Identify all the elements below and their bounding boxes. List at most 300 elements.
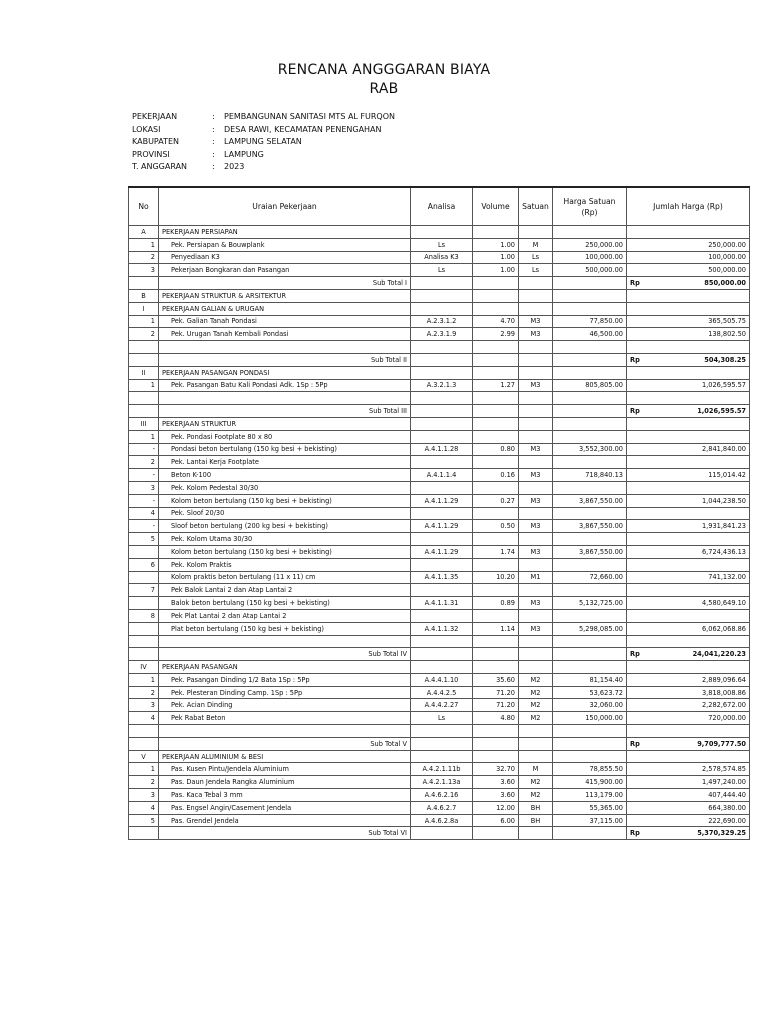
empty-cell [519,302,553,315]
item-analisa: A.4.4.2.5 [411,686,473,699]
subtotal-label: Sub Total I [159,277,411,290]
empty-cell [519,661,553,674]
row-number: 5 [129,814,159,827]
table-row [129,801,750,814]
item-harga-satuan: 3,867,550.00 [553,494,627,507]
rab-table [128,186,750,840]
item-jumlah-harga: 250,000.00 [627,238,750,251]
item-analisa [411,558,473,571]
item-volume [473,609,519,622]
empty-cell [411,737,473,750]
table-row [129,545,750,558]
item-description: Pas. Daun Jendela Rangka Aluminium [159,776,411,789]
row-number: III [129,417,159,430]
item-analisa: A.4.6.2.16 [411,789,473,802]
item-satuan: M3 [519,328,553,341]
document-title: RENCANA ANGGGARAN BIAYA [277,62,491,78]
item-satuan: M3 [519,443,553,456]
item-satuan: M2 [519,789,553,802]
item-harga-satuan [553,507,627,520]
currency-label: Rp [630,739,640,748]
blank-row [129,635,750,648]
section-row [129,289,750,302]
info-separator: : [212,124,215,134]
header-no: No [129,187,159,226]
empty-cell [473,661,519,674]
empty-cell [553,405,627,418]
row-number: 3 [129,264,159,277]
item-volume: 10.20 [473,571,519,584]
subtotal-amount [630,279,746,287]
table-row [129,494,750,507]
table-row [129,443,750,456]
item-analisa: A.4.1.1.31 [411,597,473,610]
item-satuan: M2 [519,686,553,699]
empty-cell [411,635,473,648]
row-number: - [129,443,159,456]
table-row [129,776,750,789]
empty-cell [411,366,473,379]
table-row [129,430,750,443]
empty-cell [553,661,627,674]
section-title: PEKERJAAN PASANGAN [159,661,411,674]
empty-cell [411,289,473,302]
item-description: Pek. Kolom Utama 30/30 [159,533,411,546]
item-harga-satuan: 718,840.13 [553,469,627,482]
empty-cell [519,417,553,430]
subtotal-amount [630,407,746,415]
item-harga-satuan: 72,660.00 [553,571,627,584]
info-label: KABUPATEN [132,137,180,147]
item-jumlah-harga: 1,497,240.00 [627,776,750,789]
subtotal-amount [630,829,746,837]
row-number [129,597,159,610]
item-description: Kolom praktis beton bertulang (11 x 11) cm [159,571,411,584]
item-jumlah-harga: 138,802.50 [627,328,750,341]
item-harga-satuan: 150,000.00 [553,712,627,725]
table-row [129,264,750,277]
empty-cell [473,366,519,379]
item-jumlah-harga: 222,690.00 [627,814,750,827]
empty-cell [519,405,553,418]
section-title: PEKERJAAN STRUKTUR & ARSITEKTUR [159,289,411,302]
table-row [129,686,750,699]
item-satuan [519,507,553,520]
empty-cell [519,392,553,405]
info-row [132,136,395,149]
item-harga-satuan [553,456,627,469]
item-description: Beton K-100 [159,469,411,482]
item-volume: 2.99 [473,328,519,341]
item-harga-satuan: 37,115.00 [553,814,627,827]
table-row [129,328,750,341]
item-harga-satuan: 77,850.00 [553,315,627,328]
item-satuan [519,533,553,546]
item-analisa: A.4.6.2.8a [411,814,473,827]
item-harga-satuan: 5,298,085.00 [553,622,627,635]
info-value: DESA RAWI, KECAMATAN PENENGAHAN [224,124,382,134]
item-analisa [411,430,473,443]
item-volume: 0.27 [473,494,519,507]
item-volume [473,430,519,443]
item-description: Pek. Kolom Pedestal 30/30 [159,481,411,494]
subtotal-amount-cell [627,827,750,840]
subtotal-row [129,277,750,290]
row-number: 6 [129,558,159,571]
empty-cell [627,635,750,648]
item-satuan: M2 [519,673,553,686]
info-label: PROVINSI [132,149,170,159]
item-satuan: BH [519,801,553,814]
item-jumlah-harga: 500,000.00 [627,264,750,277]
empty-cell [627,289,750,302]
item-analisa [411,584,473,597]
empty-cell [519,341,553,354]
info-value: 2023 [224,162,245,172]
item-analisa: Ls [411,712,473,725]
empty-cell [627,750,750,763]
item-analisa: Analisa K3 [411,251,473,264]
item-volume: 0.89 [473,597,519,610]
item-satuan: BH [519,814,553,827]
item-jumlah-harga: 100,000.00 [627,251,750,264]
row-number: 2 [129,251,159,264]
row-number: 3 [129,789,159,802]
empty-cell [553,341,627,354]
item-volume [473,481,519,494]
empty-cell [519,648,553,661]
table-row [129,699,750,712]
header-uraian: Uraian Pekerjaan [159,187,411,226]
empty-cell [519,737,553,750]
row-number: 2 [129,776,159,789]
table-row [129,584,750,597]
info-separator: : [212,162,215,172]
row-number: 5 [129,533,159,546]
item-jumlah-harga: 115,014.42 [627,469,750,482]
item-volume: 35.60 [473,673,519,686]
item-harga-satuan: 53,623.72 [553,686,627,699]
row-number: 4 [129,801,159,814]
row-number [129,545,159,558]
item-jumlah-harga: 2,889,096.64 [627,673,750,686]
empty-cell [129,725,159,738]
table-row [129,814,750,827]
table-row [129,558,750,571]
item-jumlah-harga [627,533,750,546]
item-description: Kolom beton bertulang (150 kg besi + bekisting) [159,545,411,558]
empty-cell [129,353,159,366]
info-value: LAMPUNG SELATAN [224,137,302,147]
row-number: 3 [129,481,159,494]
item-description: Pek. Sloof 20/30 [159,507,411,520]
empty-cell [627,417,750,430]
empty-cell [473,417,519,430]
item-satuan [519,584,553,597]
empty-cell [473,648,519,661]
empty-cell [411,725,473,738]
item-harga-satuan [553,584,627,597]
item-jumlah-harga: 741,132.00 [627,571,750,584]
empty-cell [553,635,627,648]
item-volume: 1.00 [473,238,519,251]
subtotal-row [129,648,750,661]
empty-cell [519,277,553,290]
item-jumlah-harga: 6,724,436.13 [627,545,750,558]
item-volume: 12.00 [473,801,519,814]
item-description: Pas. Grendel Jendela [159,814,411,827]
item-volume: 0.16 [473,469,519,482]
section-row [129,366,750,379]
info-separator: : [212,137,215,147]
item-jumlah-harga: 2,841,840.00 [627,443,750,456]
currency-label: Rp [630,829,640,838]
currency-label: Rp [630,355,640,364]
empty-cell [553,392,627,405]
info-row [132,149,395,162]
row-number: 4 [129,712,159,725]
empty-cell [411,417,473,430]
item-analisa: A.4.2.1.13a [411,776,473,789]
info-separator: : [212,112,215,121]
item-description: Pas. Engsel Angin/Casement Jendela [159,801,411,814]
empty-cell [129,737,159,750]
empty-cell [411,405,473,418]
item-satuan: M3 [519,622,553,635]
row-number: 1 [129,430,159,443]
item-volume: 3.60 [473,789,519,802]
table-row [129,763,750,776]
item-analisa: A.4.4.2.27 [411,699,473,712]
item-satuan [519,430,553,443]
item-volume [473,456,519,469]
blank-row [129,341,750,354]
item-description: Balok beton bertulang (150 kg besi + bekisting) [159,597,411,610]
row-number: 8 [129,609,159,622]
empty-cell [627,725,750,738]
item-description: Pek. Pasangan Dinding 1/2 Bata 1Sp : 5Pp [159,673,411,686]
empty-cell [159,341,411,354]
section-title: PEKERJAAN STRUKTUR [159,417,411,430]
empty-cell [627,302,750,315]
subtotal-value: 504,308.25 [704,355,746,364]
item-analisa: Ls [411,264,473,277]
item-jumlah-harga: 2,282,672.00 [627,699,750,712]
item-description: Sloof beton bertulang (200 kg besi + bekisting) [159,520,411,533]
blank-row [129,392,750,405]
item-description: Pek. Kolom Praktis [159,558,411,571]
item-jumlah-harga: 2,578,574.85 [627,763,750,776]
row-number: II [129,366,159,379]
empty-cell [473,750,519,763]
item-description: Plat beton bertulang (150 kg besi + bekisting) [159,622,411,635]
item-volume: 32.70 [473,763,519,776]
item-description: Kolom beton bertulang (150 kg besi + bekisting) [159,494,411,507]
item-jumlah-harga [627,430,750,443]
item-analisa: A.2.3.1.9 [411,328,473,341]
item-description: Pas. Kaca Tebal 3 mm [159,789,411,802]
row-number: 3 [129,699,159,712]
empty-cell [411,226,473,239]
empty-cell [159,725,411,738]
item-satuan: M1 [519,571,553,584]
section-row [129,226,750,239]
empty-cell [411,341,473,354]
table-row [129,481,750,494]
section-row [129,661,750,674]
table-row [129,379,750,392]
info-row [132,111,395,124]
section-row [129,417,750,430]
header-analisa: Analisa [411,187,473,226]
subtotal-value: 5,370,329.25 [697,829,746,838]
section-title: PEKERJAAN PERSIAPAN [159,226,411,239]
item-volume: 1.27 [473,379,519,392]
header-satuan: Satuan [519,187,553,226]
empty-cell [411,648,473,661]
subtotal-label: Sub Total VI [159,827,411,840]
table-row [129,315,750,328]
empty-cell [553,725,627,738]
item-description: Pek. Pasangan Batu Kali Pondasi Adk. 1Sp : 5Pp [159,379,411,392]
item-description: Pek Balok Lantai 2 dan Atap Lantai 2 [159,584,411,597]
item-jumlah-harga [627,481,750,494]
empty-cell [411,277,473,290]
item-description: Pek Plat Lantai 2 dan Atap Lantai 2 [159,609,411,622]
item-volume [473,507,519,520]
blank-row [129,725,750,738]
empty-cell [473,405,519,418]
item-analisa: A.4.1.1.29 [411,545,473,558]
empty-cell [627,341,750,354]
info-row [132,161,395,174]
item-volume: 1.00 [473,251,519,264]
empty-cell [553,289,627,302]
empty-cell [519,827,553,840]
table-row [129,622,750,635]
item-harga-satuan: 55,365.00 [553,801,627,814]
item-harga-satuan [553,609,627,622]
item-volume [473,533,519,546]
item-analisa: A.4.1.1.4 [411,469,473,482]
empty-cell [159,635,411,648]
item-harga-satuan: 5,132,725.00 [553,597,627,610]
item-jumlah-harga [627,558,750,571]
item-satuan: M3 [519,520,553,533]
row-number: 2 [129,456,159,469]
empty-cell [473,353,519,366]
empty-cell [473,827,519,840]
row-number: - [129,520,159,533]
item-harga-satuan: 250,000.00 [553,238,627,251]
item-jumlah-harga: 407,444.40 [627,789,750,802]
subtotal-amount [630,650,746,658]
row-number: 1 [129,379,159,392]
item-analisa [411,481,473,494]
item-description: Pek. Urugan Tanah Kembali Pondasi [159,328,411,341]
item-satuan: M3 [519,545,553,558]
item-harga-satuan: 3,867,550.00 [553,545,627,558]
empty-cell [627,392,750,405]
item-volume: 71.20 [473,686,519,699]
item-analisa [411,456,473,469]
item-harga-satuan: 113,179.00 [553,789,627,802]
empty-cell [553,226,627,239]
item-volume: 4.80 [473,712,519,725]
item-harga-satuan: 500,000.00 [553,264,627,277]
subtotal-row [129,737,750,750]
section-title: PEKERJAAN PASANGAN PONDASI [159,366,411,379]
table-body [129,226,750,840]
empty-cell [129,341,159,354]
item-satuan: M3 [519,379,553,392]
item-harga-satuan: 32,060.00 [553,699,627,712]
currency-label: Rp [630,279,640,288]
item-volume: 0.80 [473,443,519,456]
subtotal-amount [630,740,746,748]
subtotal-amount-cell [627,405,750,418]
item-jumlah-harga: 1,044,238.50 [627,494,750,507]
item-description: Pek. Pondasi Footplate 80 x 80 [159,430,411,443]
empty-cell [129,405,159,418]
table-row [129,673,750,686]
item-analisa: A.4.1.1.28 [411,443,473,456]
item-description: Pek Rabat Beton [159,712,411,725]
empty-cell [129,277,159,290]
empty-cell [627,366,750,379]
table-row [129,533,750,546]
subtotal-amount-cell [627,737,750,750]
row-number: 1 [129,238,159,251]
item-jumlah-harga: 4,580,649.10 [627,597,750,610]
row-number: IV [129,661,159,674]
empty-cell [553,750,627,763]
item-description: Pek. Persiapan & Bouwplank [159,238,411,251]
row-number: 2 [129,328,159,341]
item-harga-satuan [553,533,627,546]
subtotal-amount [630,356,746,364]
row-number: 1 [129,763,159,776]
empty-cell [553,827,627,840]
item-volume: 1.14 [473,622,519,635]
item-jumlah-harga: 1,026,595.57 [627,379,750,392]
empty-cell [473,289,519,302]
empty-cell [519,226,553,239]
table-row [129,238,750,251]
info-label: PEKERJAAN [132,112,178,121]
header-volume: Volume [473,187,519,226]
item-volume: 1.74 [473,545,519,558]
item-analisa: A.4.6.2.7 [411,801,473,814]
empty-cell [129,392,159,405]
section-title: PEKERJAAN GALIAN & URUGAN [159,302,411,315]
item-satuan: M2 [519,712,553,725]
subtotal-amount-cell [627,353,750,366]
item-satuan: M3 [519,494,553,507]
header-harga-satuan: Harga Satuan (Rp) [553,187,627,226]
item-satuan: M [519,238,553,251]
item-volume: 1.00 [473,264,519,277]
item-jumlah-harga: 3,818,008.86 [627,686,750,699]
empty-cell [553,302,627,315]
item-analisa: A.4.1.1.35 [411,571,473,584]
empty-cell [473,277,519,290]
row-number: A [129,226,159,239]
section-row [129,302,750,315]
subtotal-label: Sub Total IV [159,648,411,661]
item-volume: 0.50 [473,520,519,533]
empty-cell [627,226,750,239]
